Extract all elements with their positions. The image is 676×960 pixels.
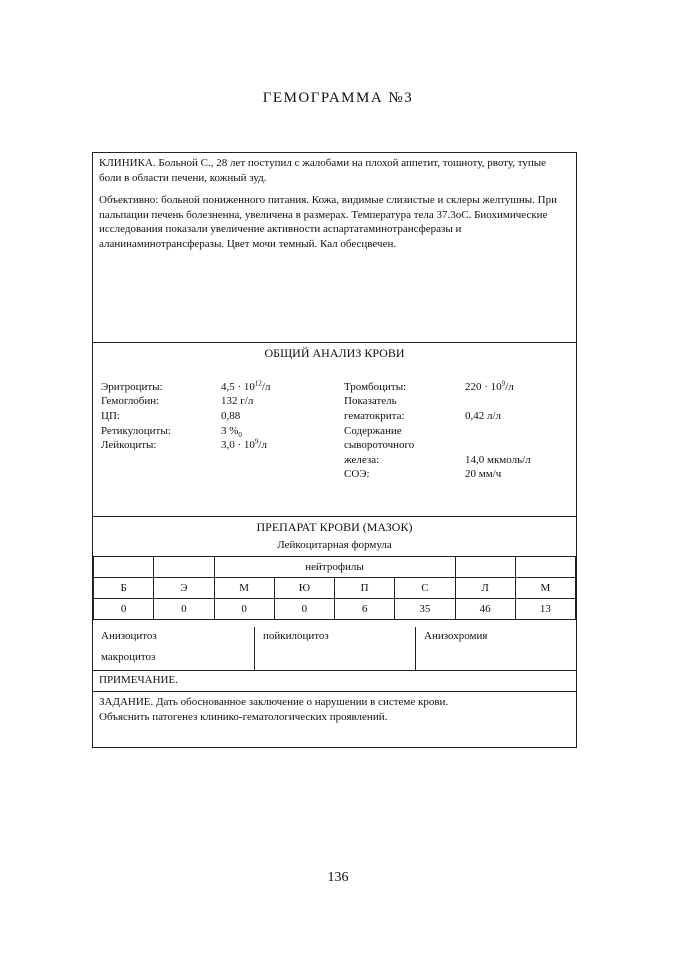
table-cell: 0 <box>94 599 154 620</box>
table-cell: 0 <box>214 599 274 620</box>
rbc-value: $4,5 \cdot 10^{12}/л$ <box>221 379 271 393</box>
smear-subheading: Лейкоцитарная формула <box>277 539 392 551</box>
column-header-p: П <box>335 578 395 599</box>
plt-label: Тромбоциты: <box>344 381 407 393</box>
table-cell: 35 <box>395 599 455 620</box>
ci-label: ЦП: <box>101 410 120 422</box>
hct-label-1: Показатель <box>344 395 397 407</box>
column-header-yu: Ю <box>274 578 334 599</box>
retic-value: 3 $\%_0$ <box>221 425 242 440</box>
fe-label-1: Содержание <box>344 425 402 437</box>
hct-label-2: гематокрита: <box>344 410 405 422</box>
anisocytosis: Анизоцитоз <box>101 630 157 642</box>
table-cell <box>154 557 214 578</box>
anisochromia: Анизохромия <box>424 630 488 642</box>
fe-label-3: железа: <box>344 454 380 466</box>
fe-value: 14,0 мкмоль/л <box>465 454 531 466</box>
clinic-objective: Объективно: больной пониженного питания. Кожа, видимые слизистые и склеры желтушны. При пальпации печень болезненна, увеличена в размерах. Температура тела 37.3оС. Биохимические исследования показали увеличение активности аспартатаминотрансферазы и аланинаминотрансферазы. Цвет мочи темный. Кал обесцвечен. <box>99 194 557 250</box>
neutrophils-header: нейтрофилы <box>214 557 455 578</box>
column-header-l: Л <box>455 578 515 599</box>
leukocyte-formula-table <box>93 556 576 620</box>
table-cell: 13 <box>515 599 575 620</box>
divider <box>93 342 576 343</box>
note: ПРИМЕЧАНИЕ. <box>99 674 178 686</box>
wbc-value: $3,0 \cdot 10^9/л$ <box>221 437 267 451</box>
table-row <box>94 557 576 578</box>
divider <box>415 627 416 670</box>
task-line-1: ЗАДАНИЕ. Дать обоснованное заключение о нарушении в системе крови. <box>99 696 449 708</box>
blood-heading: ОБЩИЙ АНАЛИЗ КРОВИ <box>264 346 405 360</box>
table-cell <box>455 557 515 578</box>
table-cell: 46 <box>455 599 515 620</box>
page-title: ГЕМОГРАММА №3 <box>262 90 414 106</box>
clinic-complaints: КЛИНИКА. Больной С., 28 лет поступил с жалобами на плохой аппетит, тошноту, рвоту, тупые боли в области печени, кожный зуд. <box>99 157 547 184</box>
hb-label: Гемоглобин: <box>101 395 160 407</box>
page-number: 136 <box>327 870 349 885</box>
task-section <box>93 695 576 724</box>
hemogram-card <box>92 152 577 748</box>
column-header-b: Б <box>94 578 154 599</box>
fe-label-2: сывороточного <box>344 439 415 451</box>
table-row <box>94 578 576 599</box>
column-header-s: С <box>395 578 455 599</box>
column-header-mono: М <box>515 578 575 599</box>
table-cell <box>94 557 154 578</box>
esr-label: СОЭ: <box>344 468 370 480</box>
divider <box>93 691 576 692</box>
table-cell <box>515 557 575 578</box>
clinic-section <box>93 156 576 259</box>
hb-value: 132 г/л <box>221 395 254 407</box>
wbc-label: Лейкоциты: <box>101 439 157 451</box>
plt-value: $220 \cdot 10^9/л$ <box>465 379 514 393</box>
ci-value: 0,88 <box>221 410 241 422</box>
macrocytosis: макроцитоз <box>101 651 156 663</box>
esr-value: 20 мм/ч <box>465 468 502 480</box>
divider <box>93 516 576 517</box>
column-header-e: Э <box>154 578 214 599</box>
task-line-2: Объяснить патогенез клинико-гематологических проявлений. <box>99 710 388 723</box>
table-cell: 6 <box>335 599 395 620</box>
table-cell: 0 <box>274 599 334 620</box>
poikilocytosis: пойкилоцитоз <box>263 630 329 642</box>
column-header-m: М <box>214 578 274 599</box>
hct-value: 0,42 л/л <box>465 410 502 422</box>
divider <box>254 627 255 670</box>
rbc-label: Эритроциты: <box>101 381 163 393</box>
table-row <box>94 599 576 620</box>
table-cell: 0 <box>154 599 214 620</box>
retic-label: Ретикулоциты: <box>101 425 171 437</box>
smear-heading: ПРЕПАРАТ КРОВИ (МАЗОК) <box>256 520 413 534</box>
